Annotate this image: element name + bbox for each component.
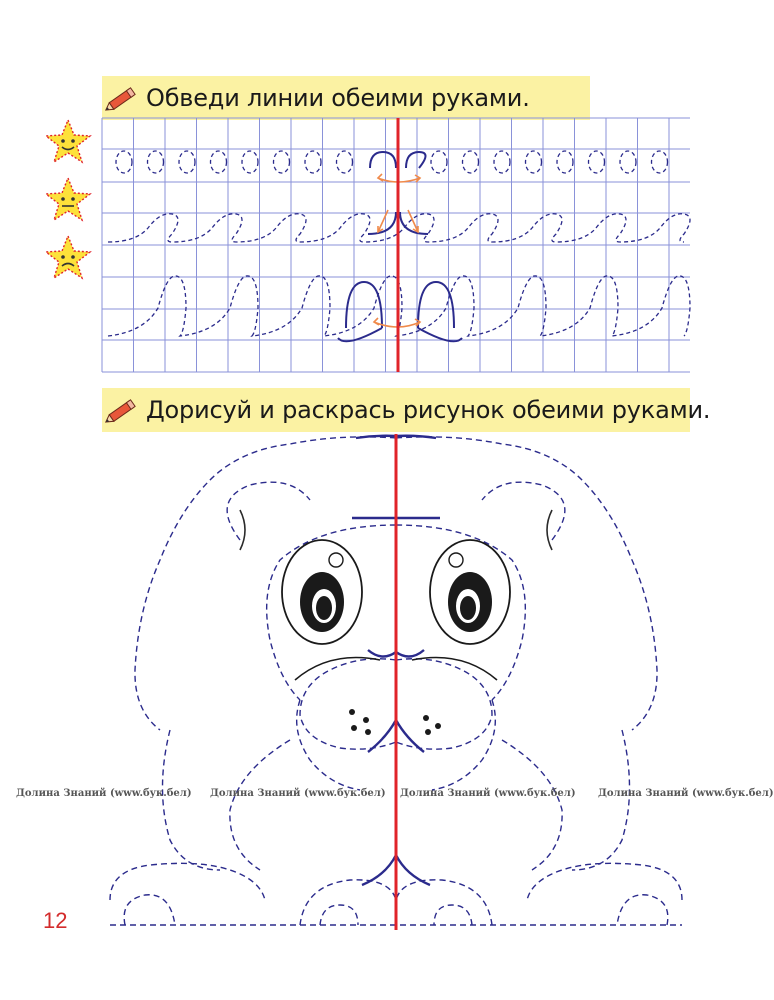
- task2-instruction: Дорисуй и раскрась рисунок обеими руками.: [146, 396, 711, 424]
- task1-instruction: Обведи линии обеими руками.: [146, 84, 530, 112]
- neutral-star-icon: [44, 176, 92, 224]
- grid-lines: [102, 118, 690, 372]
- pencil-icon: [106, 82, 140, 114]
- lion-drawing: [90, 430, 700, 930]
- watermark-4: Долина Знаний (www.бук.бел): [598, 788, 774, 799]
- task1-banner: [102, 76, 590, 120]
- task2-banner: [102, 388, 711, 432]
- lion-left-eye: [282, 540, 362, 644]
- pencil-icon: [106, 394, 140, 426]
- example-strokes: [338, 152, 462, 341]
- sad-star-icon: [44, 234, 92, 282]
- lion-right-eye: [430, 540, 510, 644]
- smiling-star-icon: [44, 118, 92, 166]
- tracing-grid: [102, 118, 690, 372]
- watermark-1: Долина Знаний (www.бук.бел): [16, 788, 192, 799]
- page-number: 12: [43, 908, 68, 933]
- watermark-3: Долина Знаний (www.бук.бел): [400, 788, 576, 799]
- watermark-2: Долина Знаний (www.бук.бел): [210, 788, 386, 799]
